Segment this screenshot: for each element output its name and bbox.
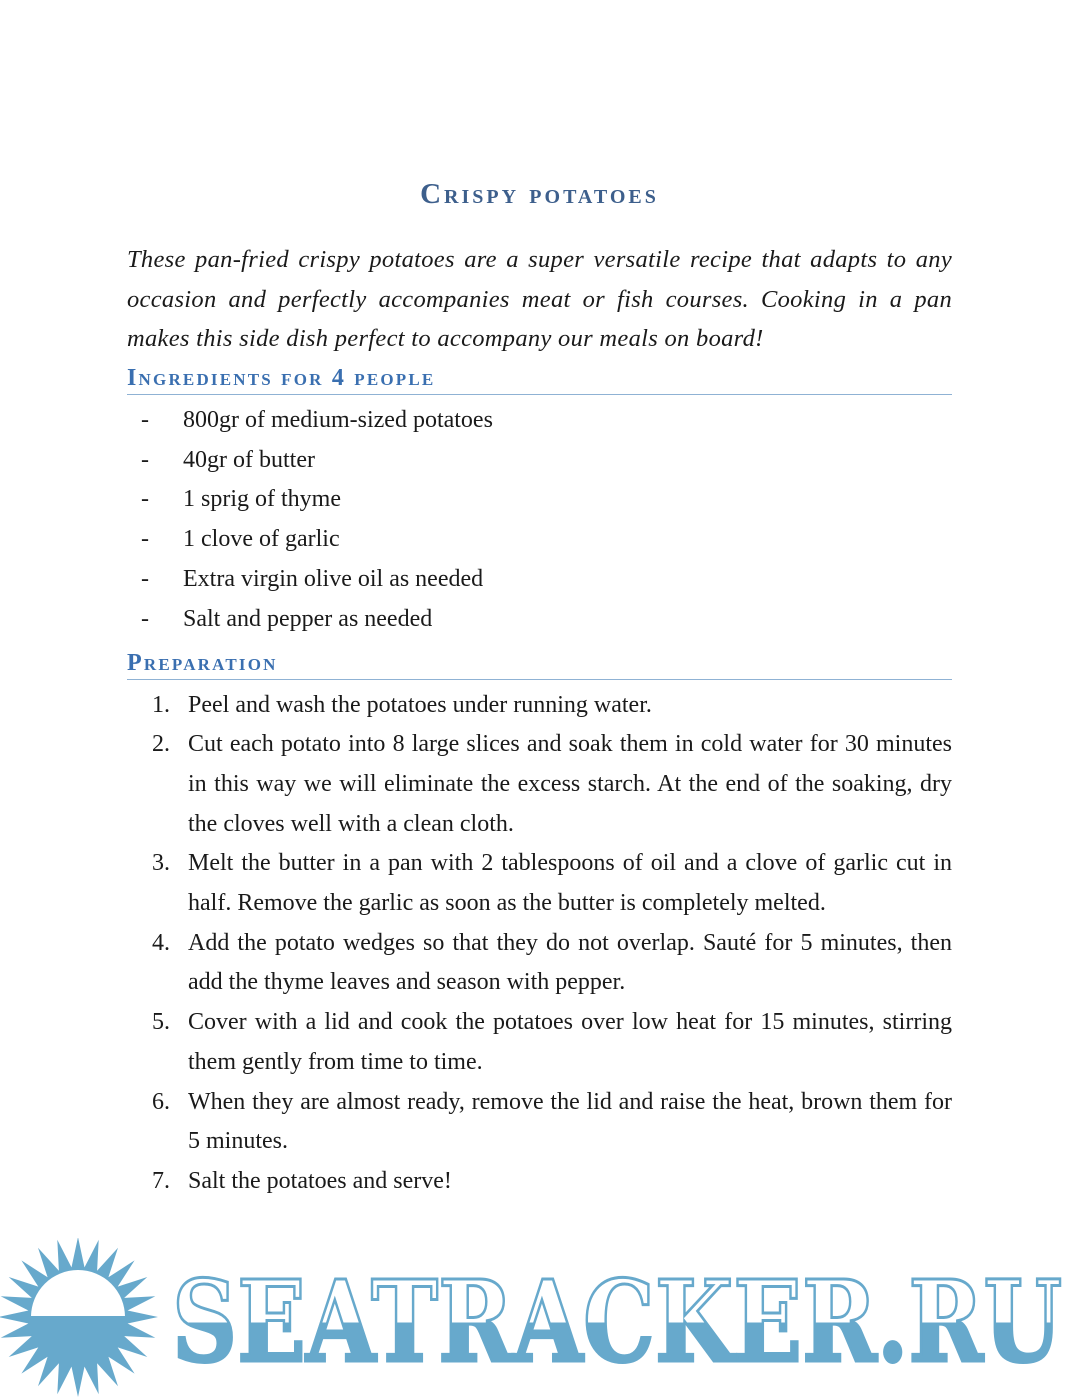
step-number: 3. bbox=[152, 850, 170, 877]
step-number: 1. bbox=[152, 691, 170, 718]
intro-paragraph: These pan-fried crispy potatoes are a super versatile recipe that adapts to any occasion and perfectly accompanies meat or fish courses. Cooking in a pan makes this side dish perfect to accompany our meals on board! bbox=[127, 246, 952, 353]
bullet: - bbox=[141, 526, 149, 553]
page-title: Crispy potatoes bbox=[420, 178, 659, 210]
bullet: - bbox=[141, 605, 149, 632]
ingredient-text: Salt and pepper as needed bbox=[183, 605, 433, 632]
preparation-heading: Preparation bbox=[127, 648, 952, 680]
step-text: When they are almost ready, remove the lid and raise the heat, brown them for 5 minutes. bbox=[188, 1088, 952, 1155]
step-number: 6. bbox=[152, 1088, 170, 1115]
step-text: Salt the potatoes and serve! bbox=[188, 1168, 452, 1194]
bullet: - bbox=[141, 406, 149, 433]
bullet: - bbox=[141, 486, 149, 513]
step-text: Add the potato wedges so that they do not overlap. Sauté for 5 minutes, then add the thyme leaves and season with pepper. bbox=[188, 929, 952, 996]
bullet: - bbox=[141, 446, 149, 473]
ingredient-text: 800gr of medium-sized potatoes bbox=[183, 406, 493, 433]
ingredients-list bbox=[127, 401, 952, 640]
list-item bbox=[127, 560, 952, 600]
step-item bbox=[127, 844, 952, 923]
step-item bbox=[127, 1162, 952, 1202]
list-item bbox=[127, 600, 952, 640]
step-text: Cut each potato into 8 large slices and soak them in cold water for 30 minutes in this way we will eliminate the excess starch. At the end of the soaking, dry the cloves well with a clean cloth. bbox=[188, 731, 952, 837]
logo-text: SEATRACKER.RU bbox=[172, 1257, 1062, 1388]
list-item bbox=[127, 480, 952, 520]
ingredient-text: 1 sprig of thyme bbox=[183, 486, 341, 513]
sun-icon bbox=[0, 1238, 158, 1397]
step-item bbox=[127, 1083, 952, 1162]
recipe-page bbox=[127, 170, 952, 1202]
list-item bbox=[127, 401, 952, 441]
ingredient-text: Extra virgin olive oil as needed bbox=[183, 565, 484, 592]
list-item bbox=[127, 520, 952, 560]
step-item bbox=[127, 1003, 952, 1082]
ingredient-text: 1 clove of garlic bbox=[183, 526, 340, 553]
seatracker-logo bbox=[0, 1238, 1080, 1397]
step-text: Melt the butter in a pan with 2 tablespoons of oil and a clove of garlic cut in half. Remove the garlic as soon as the butter is completely melted. bbox=[188, 850, 952, 917]
step-number: 4. bbox=[152, 929, 170, 956]
bullet: - bbox=[141, 565, 149, 592]
preparation-steps bbox=[127, 686, 952, 1202]
step-number: 5. bbox=[152, 1009, 170, 1036]
step-item bbox=[127, 725, 952, 844]
step-item bbox=[127, 686, 952, 726]
step-number: 2. bbox=[152, 731, 170, 758]
ingredients-heading: Ingredients for 4 people bbox=[127, 363, 952, 395]
step-text: Cover with a lid and cook the potatoes over low heat for 15 minutes, stirring them gently from time to time. bbox=[188, 1009, 952, 1075]
list-item bbox=[127, 441, 952, 481]
ingredient-text: 40gr of butter bbox=[183, 446, 315, 473]
step-number: 7. bbox=[152, 1168, 170, 1194]
step-text: Peel and wash the potatoes under running water. bbox=[188, 691, 652, 718]
step-item bbox=[127, 924, 952, 1003]
